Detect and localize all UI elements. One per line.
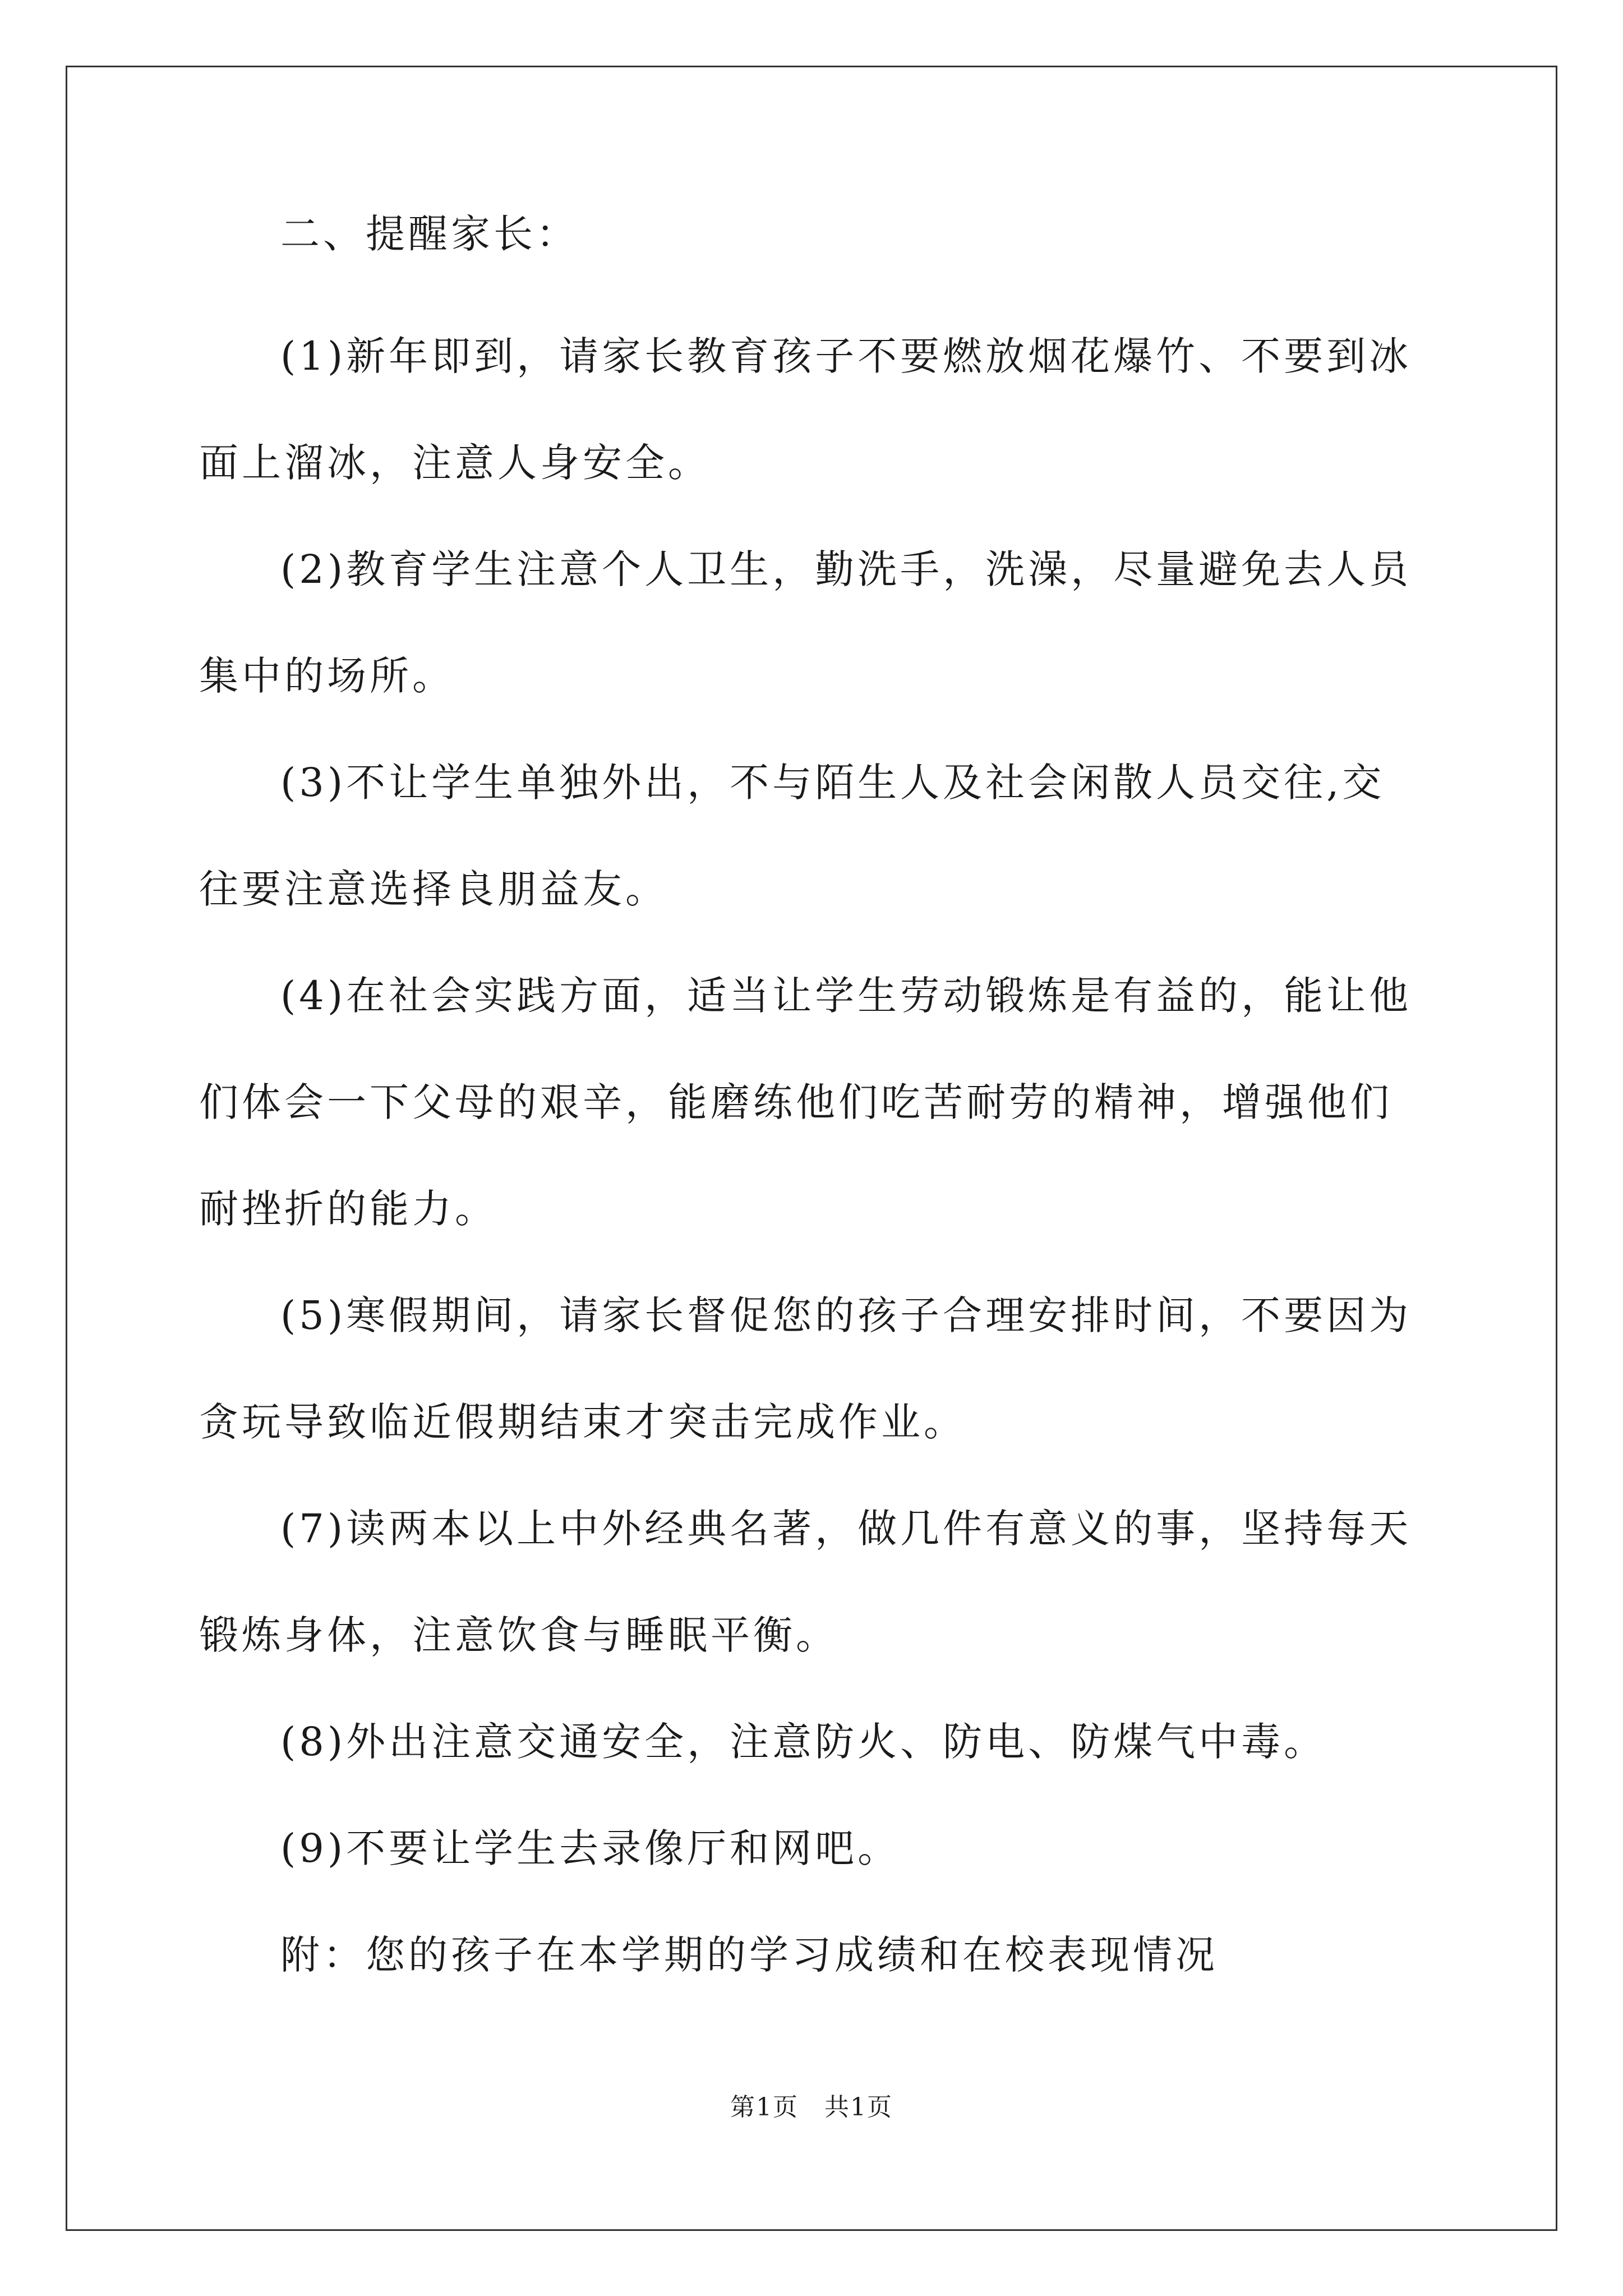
- paragraph-item-7: (7)读两本以上中外经典名著，做几件有意义的事，坚持每天锻炼身体，注意饮食与睡眠平衡。: [199, 1506, 1412, 1658]
- section-heading: 二、提醒家长：: [280, 211, 579, 257]
- page-footer: 第1页 共1页: [730, 2093, 893, 2122]
- paragraph-item-2: (2)教育学生注意个人卫生，勤洗手，洗澡，尽量避免去人员集中的场所。: [199, 546, 1412, 699]
- paragraph-item-4: (4)在社会实践方面，适当让学生劳动锻炼是有益的，能让他们体会一下父母的艰辛，能磨练他们吃苦耐劳的精神，增强他们耐挫折的能力。: [199, 973, 1412, 1232]
- paragraph-item-5: (5)寒假期间，请家长督促您的孩子合理安排时间，不要因为贪玩导致临近假期结束才突击完成作业。: [199, 1292, 1412, 1445]
- appendix-note: 附：您的孩子在本学期的学习成绩和在校表现情况: [280, 1932, 1218, 1978]
- paragraph-item-1: (1)新年即到，请家长教育孩子不要燃放烟花爆竹、不要到冰面上溜冰，注意人身安全。: [199, 333, 1412, 486]
- paragraph-item-9: (9)不要让学生去录像厅和网吧。: [280, 1825, 901, 1871]
- paragraph-item-8: (8)外出注意交通安全，注意防火、防电、防煤气中毒。: [280, 1719, 1327, 1765]
- paragraph-item-3: (3)不让学生单独外出，不与陌生人及社会闲散人员交往,交往要注意选择良朋益友。: [199, 760, 1385, 912]
